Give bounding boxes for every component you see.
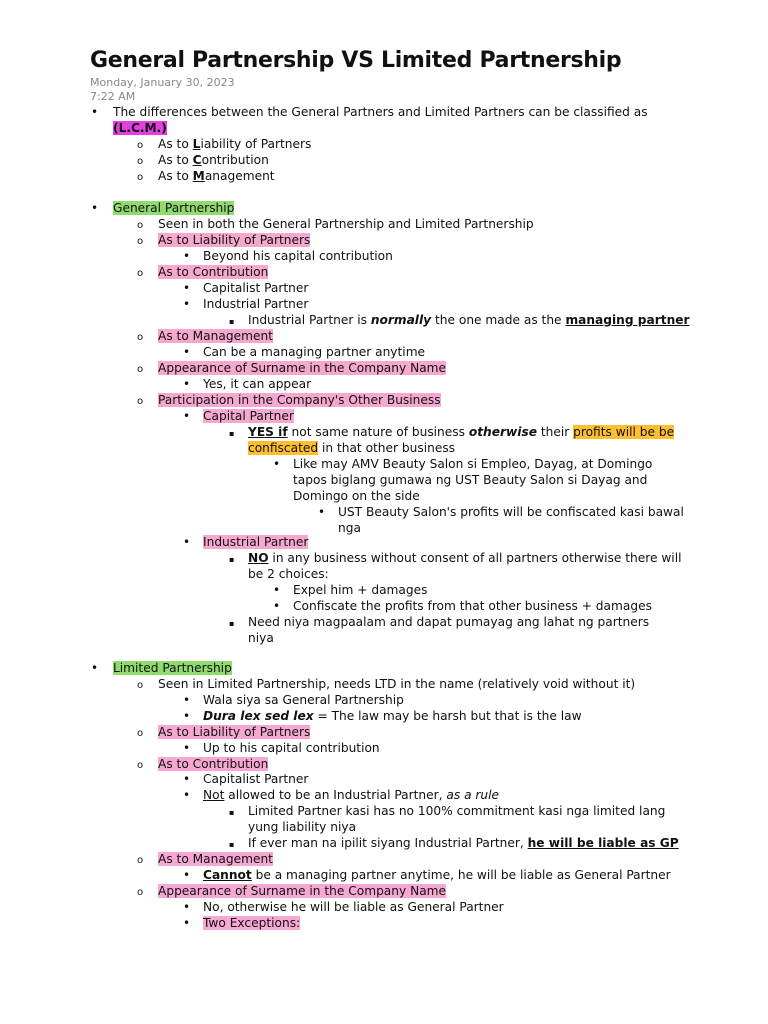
- bullet-icon: [318, 504, 325, 520]
- list-item: As to Liability of Partners: [158, 725, 311, 739]
- note-date: Monday, January 30, 2023: [90, 76, 235, 89]
- list-item: Confiscate the profits from that other business + damages: [293, 599, 652, 613]
- circle-bullet-icon: [137, 883, 143, 901]
- list-item: Industrial Partner: [203, 297, 309, 311]
- square-bullet-icon: [229, 424, 234, 442]
- acronym-highlight: (L.C.M.): [113, 121, 167, 135]
- list-item: Up to his capital contribution: [203, 741, 380, 755]
- list-item: Capitalist Partner: [203, 772, 309, 786]
- list-item: Industrial Partner: [203, 535, 309, 549]
- list-item: Not allowed to be an Industrial Partner, as a rule: [203, 788, 500, 802]
- list-item: As to Contribution: [158, 757, 269, 771]
- circle-bullet-icon: [137, 724, 143, 742]
- list-item: UST Beauty Salon's profits will be confiscated kasi bawal: [338, 505, 684, 519]
- list-item: Like may AMV Beauty Salon si Empleo, Dayag, at Domingo: [293, 457, 653, 471]
- circle-bullet-icon: [137, 232, 143, 250]
- list-item: Appearance of Surname in the Company Name: [158, 361, 447, 375]
- list-item-continued: tapos biglang gumawa ng UST Beauty Salon si Dayag and: [293, 473, 648, 487]
- list-item-continued: be 2 choices:: [248, 567, 329, 581]
- list-item: Capitalist Partner: [203, 281, 309, 295]
- list-item: Wala siya sa General Partnership: [203, 693, 404, 707]
- list-item: Limited Partner kasi has no 100% commitment kasi nga limited lang: [248, 804, 666, 818]
- circle-bullet-icon: [137, 392, 143, 410]
- circle-bullet-icon: [137, 360, 143, 378]
- bullet-icon: [183, 899, 190, 915]
- list-item: As to Liability of Partners: [158, 137, 312, 151]
- bullet-icon: [183, 344, 190, 360]
- list-item: NO in any business without consent of all partners otherwise there will: [248, 551, 682, 565]
- bullet-icon: [91, 660, 98, 676]
- list-item: As to Contribution: [158, 265, 269, 279]
- list-item: Participation in the Company's Other Business: [158, 393, 441, 407]
- list-item: Need niya magpaalam and dapat pumayag ang lahat ng partners: [248, 615, 650, 629]
- list-item: Industrial Partner is normally the one made as the managing partner: [248, 313, 690, 327]
- section-heading-general: General Partnership: [113, 201, 235, 215]
- list-item: No, otherwise he will be liable as General Partner: [203, 900, 504, 914]
- bullet-icon: [183, 771, 190, 787]
- bullet-icon: [273, 456, 280, 472]
- circle-bullet-icon: [137, 756, 143, 774]
- bullet-icon: [183, 248, 190, 264]
- bullet-icon: [183, 915, 190, 931]
- circle-bullet-icon: [137, 851, 143, 869]
- list-item: Appearance of Surname in the Company Name: [158, 884, 447, 898]
- page-title: General Partnership VS Limited Partnership: [90, 48, 622, 73]
- list-item: Expel him + damages: [293, 583, 428, 597]
- list-item: Beyond his capital contribution: [203, 249, 393, 263]
- square-bullet-icon: [229, 614, 234, 632]
- circle-bullet-icon: [137, 264, 143, 282]
- bullet-icon: [183, 692, 190, 708]
- list-item: Cannot be a managing partner anytime, he will be liable as General Partner: [203, 868, 671, 882]
- list-item-continued: yung liability niya: [248, 820, 357, 834]
- list-item-continued: nga: [338, 521, 361, 535]
- bullet-icon: [183, 787, 190, 803]
- list-item-continued: niya: [248, 631, 274, 645]
- intro-acronym: [113, 120, 167, 136]
- section-heading-limited: Limited Partnership: [113, 661, 232, 675]
- list-item: As to Management: [158, 329, 273, 343]
- bullet-icon: [91, 200, 98, 216]
- circle-bullet-icon: [137, 168, 143, 186]
- list-item-continued: confiscated in that other business: [248, 441, 456, 455]
- intro-text: The differences between the General Partners and Limited Partners can be classified as: [113, 105, 648, 119]
- circle-bullet-icon: [137, 328, 143, 346]
- list-item: Two Exceptions:: [203, 916, 301, 930]
- list-item: If ever man na ipilit siyang Industrial Partner, he will be liable as GP: [248, 836, 679, 850]
- square-bullet-icon: [229, 803, 234, 821]
- bullet-icon: [183, 740, 190, 756]
- bullet-icon: [183, 296, 190, 312]
- bullet-icon: [273, 598, 280, 614]
- square-bullet-icon: [229, 550, 234, 568]
- list-item: Seen in Limited Partnership, needs LTD in the name (relatively void without it): [158, 677, 636, 691]
- list-item: Capital Partner: [203, 409, 294, 423]
- bullet-icon: [273, 582, 280, 598]
- bullet-icon: [183, 408, 190, 424]
- list-item: As to Liability of Partners: [158, 233, 311, 247]
- bullet-icon: [183, 708, 190, 724]
- circle-bullet-icon: [137, 676, 143, 694]
- list-item: Dura lex sed lex = The law may be harsh but that is the law: [203, 709, 582, 723]
- list-item: As to Management: [158, 852, 273, 866]
- list-item: Seen in both the General Partnership and Limited Partnership: [158, 217, 534, 231]
- bullet-icon: [91, 104, 98, 120]
- list-item: As to Contribution: [158, 153, 269, 167]
- bullet-icon: [183, 280, 190, 296]
- note-time: 7:22 AM: [90, 90, 136, 103]
- bullet-icon: [183, 534, 190, 550]
- list-item-continued: Domingo on the side: [293, 489, 420, 503]
- bullet-icon: [183, 376, 190, 392]
- list-item: Can be a managing partner anytime: [203, 345, 426, 359]
- list-item: As to Management: [158, 169, 275, 183]
- list-item: Yes, it can appear: [203, 377, 312, 391]
- bullet-icon: [183, 867, 190, 883]
- list-item: YES if not same nature of business otherwise their profits will be be: [248, 425, 675, 439]
